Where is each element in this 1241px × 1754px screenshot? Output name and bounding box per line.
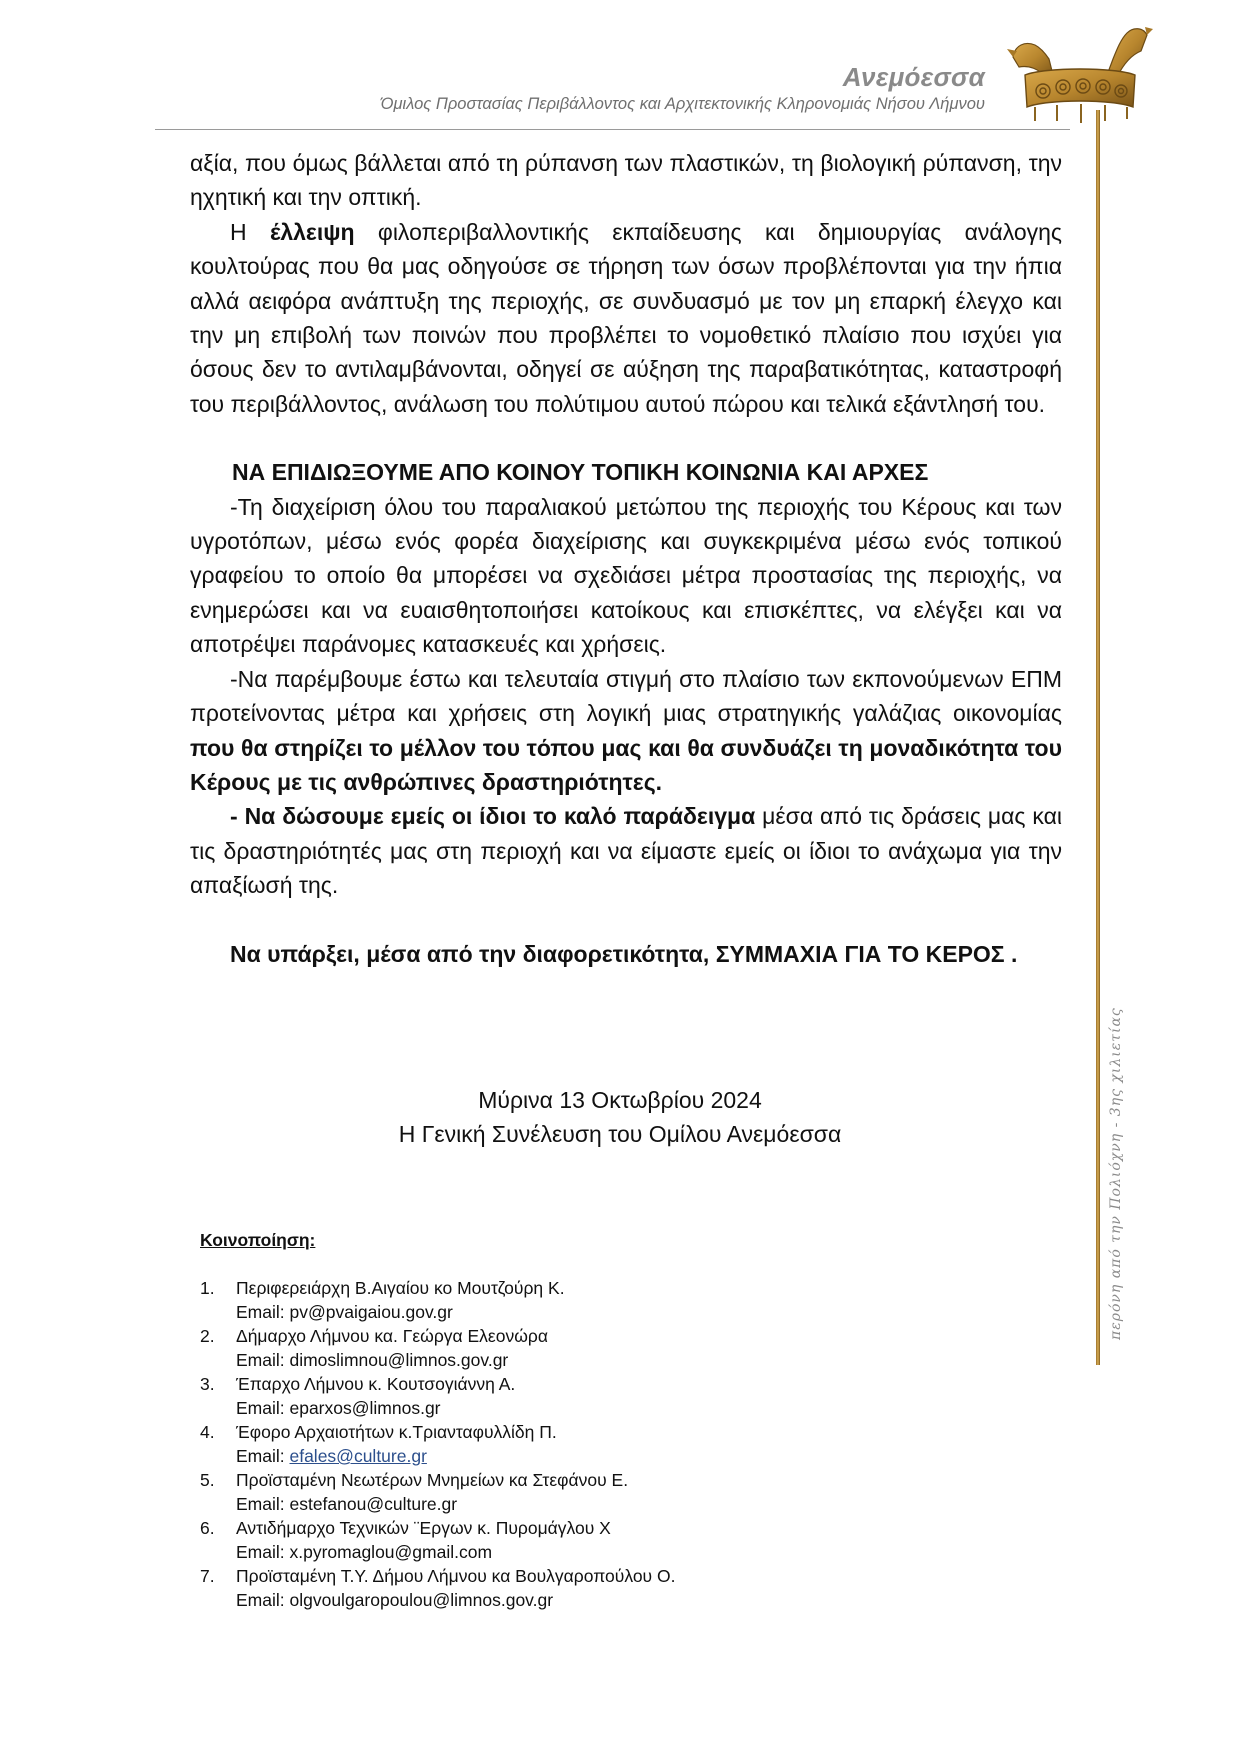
recipient-name: Περιφερειάρχη Β.Αιγαίου κο Μουτζούρη Κ. <box>236 1278 565 1298</box>
recipient-name: Προϊσταμένη Τ.Υ. Δήμου Λήμνου κα Βουλγαροπούλου Ο. <box>236 1566 676 1586</box>
recipient-name: Έπαρχο Λήμνου κ. Κουτσογιάννη Α. <box>236 1374 516 1394</box>
recipient-email: olgvoulgaropoulou@limnos.gov.gr <box>289 1590 554 1610</box>
section-heading: ΝΑ ΕΠΙΔΙΩΞΟΥΜΕ ΑΠΟ ΚΟΙΝΟΥ ΤΟΠΙΚΗ ΚΟΙΝΩΝΙΑ ΚΑΙ ΑΡΧΕΣ <box>232 459 929 486</box>
list-item: 2. Δήμαρχο Λήμνου κα. Γεώργα Ελεονώρα Email: dimoslimnou@limnos.gov.gr <box>200 1326 548 1370</box>
list-item: 5. Προϊσταμένη Νεωτέρων Μνημείων κα Στεφάνου Ε. Email: estefanou@culture.gr <box>200 1470 629 1514</box>
list-item: 7. Προϊσταμένη Τ.Υ. Δήμου Λήμνου κα Βουλγαροπούλου Ο. Email: olgvoulgaropoulou@limnos.gov.gr <box>200 1566 676 1610</box>
recipient-name: Προϊσταμένη Νεωτέρων Μνημείων κα Στεφάνου Ε. <box>236 1470 629 1490</box>
recipient-email: dimoslimnou@limnos.gov.gr <box>289 1350 509 1370</box>
emphasis-example: - Να δώσουμε εμείς οι ίδιοι το καλό παράδειγμα <box>230 803 756 830</box>
pin-staff-decoration <box>1095 110 1101 1365</box>
paragraph-5: - Να δώσουμε εμείς οι ίδιοι το καλό παράδειγμα μέσα από τις δράσεις μας και τις δραστηριότητές μας στη περιοχή και να είμαστε εμείς οι ίδιοι το ανάχωμα για την απαξίωσή της. <box>190 803 1062 899</box>
letter-body <box>190 146 1062 971</box>
recipient-email: pv@pvaigaiou.gov.gr <box>289 1302 453 1322</box>
paragraph-1: αξία, που όμως βάλλεται από τη ρύπανση των πλαστικών, τη βιολογική ρύπανση, την ηχητική και την οπτική. <box>190 150 1062 211</box>
organization-name: Ανεμόεσσα <box>842 62 985 92</box>
recipient-email: x.pyromaglou@gmail.com <box>289 1542 493 1562</box>
recipient-name: Αντιδήμαρχο Τεχνικών ¨Εργων κ. Πυρομάγλου Χ <box>236 1518 611 1538</box>
paragraph-3: -Τη διαχείριση όλου του παραλιακού μετώπου της περιοχής του Κέρους και των υγροτόπων, μέσω ενός φορέα διαχείρισης και συγκεκριμένα μέσω ενός τοπικού γραφείου το οποίο θα μπορέσει να σχεδιάσει μέτρα προστασίας της περιοχής, να ενημερώσει και να ευαισθητοποιήσει κατοίκους και επισκέπτες, να ελέγξει και να αποτρέψει παράνομες κατασκευές και χρήσεις. <box>190 493 1062 658</box>
list-item: 6. Αντιδήμαρχο Τεχνικών ¨Εργων κ. Πυρομάγλου Χ Email: x.pyromaglou@gmail.com <box>200 1518 611 1562</box>
logo-caption: περόνη από την Πολιόχνη - 3ης χιλιετίας <box>1108 1007 1124 1340</box>
place-date: Μύρινα 13 Οκτωβρίου 2024 <box>478 1087 762 1113</box>
recipient-email-link[interactable]: efales@culture.gr <box>289 1446 427 1466</box>
golden-pin-head-icon <box>1005 15 1155 125</box>
organization-subtitle: Όμιλος Προστασίας Περιβάλλοντος και Αρχιτεκτονικής Κληρονομιάς Νήσου Λήμνου <box>380 95 985 113</box>
signature-block <box>250 1083 990 1151</box>
list-item: 3. Έπαρχο Λήμνου κ. Κουτσογιάννη Α. Email: eparxos@limnos.gr <box>200 1374 516 1418</box>
list-item: 4. Έφορο Αρχαιοτήτων κ.Τριανταφυλλίδη Π. Email: efales@culture.gr <box>200 1422 557 1466</box>
recipient-name: Δήμαρχο Λήμνου κα. Γεώργα Ελεονώρα <box>236 1326 548 1346</box>
recipient-email: estefanou@culture.gr <box>289 1494 458 1514</box>
signed-by: Η Γενική Συνέλευση του Ομίλου Ανεμόεσσα <box>398 1121 842 1147</box>
header-divider <box>155 129 1070 130</box>
distribution-list <box>200 1228 900 1612</box>
list-item: 1. Περιφερειάρχη Β.Αιγαίου κο Μουτζούρη Κ. Email: pv@pvaigaiou.gov.gr <box>200 1278 565 1322</box>
emphasis-lack: έλλειψη <box>269 218 355 245</box>
recipient-email: eparxos@limnos.gr <box>289 1398 441 1418</box>
distribution-title: Κοινοποίηση: <box>200 1230 316 1250</box>
recipient-name: Έφορο Αρχαιοτήτων κ.Τριανταφυλλίδη Π. <box>236 1422 557 1442</box>
paragraph-4: -Να παρέμβουμε έστω και τελευταία στιγμή στο πλαίσιο των εκπονούμενων ΕΠΜ προτείνοντας μέτρα και χρήσεις στη λογική μιας στρατηγικής γαλάζιας οικονομίας που θα στηρίζει το μέλλον του τόπου μας και θα συνδυάζει τη μοναδικότητα του Κέρους με τις ανθρώπινες δραστηριότητες. <box>190 665 1062 795</box>
paragraph-2: Η έλλειψη φιλοπεριβαλλοντικής εκπαίδευσης και δημιουργίας ανάλογης κουλτούρας που θα μας οδηγούσε σε τήρηση των όσων προβλέπονται για την ήπια αλλά αειφόρα ανάπτυξη της περιοχής, σε συνδυασμό με τον μη επαρκή έλεγχο και την μη επιβολή των ποινών που προβλέπει το νομοθετικό πλαίσιο που ισχύει για όσους δεν το αντιλαμβάνονται, οδηγεί σε αύξηση της παραβατικότητας, καταστροφή του περιβάλλοντος, ανάλωση του πολύτιμου αυτού πώρου και τελικά εξάντλησή του. <box>190 218 1063 417</box>
closing-statement: Να υπάρξει, μέσα από την διαφορετικότητα, ΣΥΜΜΑΧΙΑ ΓΙΑ ΤΟ ΚΕΡΟΣ . <box>230 940 1018 967</box>
emphasis-future: που θα στηρίζει το μέλλον του τόπου μας και θα συνδυάζει τη μοναδικότητα του Κέρους με τις ανθρώπινες δραστηριότητες. <box>190 734 1062 795</box>
